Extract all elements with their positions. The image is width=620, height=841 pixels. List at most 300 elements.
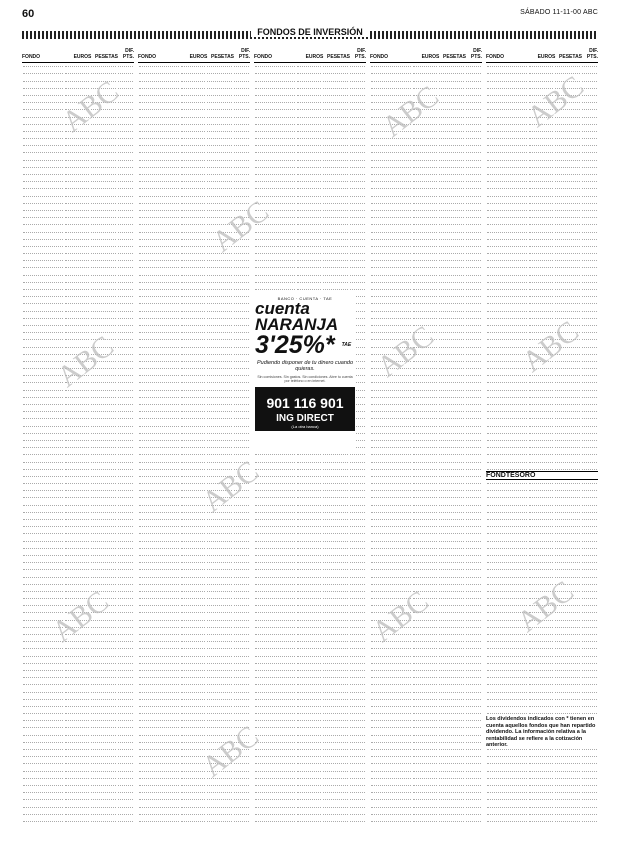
- table-row: [370, 142, 482, 149]
- table-row: [254, 760, 366, 767]
- table-row: [138, 667, 250, 674]
- table-row: [486, 379, 598, 386]
- table-row: [254, 171, 366, 178]
- table-row: [22, 300, 134, 307]
- table-row: [254, 135, 366, 142]
- table-row: [254, 178, 366, 185]
- table-row: [370, 566, 482, 573]
- table-row: [370, 645, 482, 652]
- table-row: [138, 466, 250, 473]
- table-row: [22, 739, 134, 746]
- table-row: [370, 128, 482, 135]
- table-row: [138, 545, 250, 552]
- advertisement: [255, 296, 355, 454]
- table-row: [138, 315, 250, 322]
- fondtesoro-heading: FONDTESORO: [486, 471, 598, 480]
- table-row: [22, 775, 134, 782]
- table-row: [138, 156, 250, 163]
- table-row: [486, 581, 598, 588]
- table-row: [254, 85, 366, 92]
- table-row: [138, 789, 250, 796]
- table-row: [254, 106, 366, 113]
- table-row: [138, 631, 250, 638]
- table-row: [486, 286, 598, 293]
- table-row: [370, 616, 482, 623]
- table-row: [22, 77, 134, 84]
- table-row: [486, 372, 598, 379]
- table-row: [138, 264, 250, 271]
- section-title: FONDOS DE INVERSIÓN: [0, 27, 620, 37]
- table-row: [22, 494, 134, 501]
- table-row: [138, 200, 250, 207]
- table-row: [138, 767, 250, 774]
- table-row: [138, 171, 250, 178]
- table-row: [22, 422, 134, 429]
- table-row: [486, 422, 598, 429]
- table-row: [370, 775, 482, 782]
- page-number: 60: [22, 8, 35, 20]
- table-row: [486, 228, 598, 235]
- table-row: [22, 473, 134, 480]
- table-row: [254, 121, 366, 128]
- table-row: [254, 142, 366, 149]
- table-row: [138, 710, 250, 717]
- table-row: [254, 458, 366, 465]
- table-row: [370, 624, 482, 631]
- table-row: [486, 243, 598, 250]
- table-row: [138, 753, 250, 760]
- watermark-logo: ABC: [46, 584, 115, 649]
- table-row: [138, 595, 250, 602]
- table-row: [254, 207, 366, 214]
- table-row: [138, 214, 250, 221]
- table-row: [22, 523, 134, 530]
- ad-rate: 3'25%* TAE: [255, 331, 352, 359]
- table-row: [22, 581, 134, 588]
- table-row: [254, 717, 366, 724]
- table-row: [486, 667, 598, 674]
- table-row: [138, 516, 250, 523]
- table-row: [254, 818, 366, 825]
- table-row: [486, 616, 598, 623]
- table-row: [22, 185, 134, 192]
- table-row: [486, 638, 598, 645]
- table-row: [486, 271, 598, 278]
- table-row: [138, 372, 250, 379]
- table-row: [486, 164, 598, 171]
- table-row: [22, 660, 134, 667]
- table-row: [22, 796, 134, 803]
- dateline: SÁBADO 11-11-00 ABC: [520, 9, 598, 16]
- table-row: [22, 322, 134, 329]
- table-row: [486, 200, 598, 207]
- table-row: [254, 214, 366, 221]
- table-row: [370, 724, 482, 731]
- table-row: [370, 422, 482, 429]
- table-row: [254, 516, 366, 523]
- table-row: [486, 85, 598, 92]
- table-row: [138, 660, 250, 667]
- table-row: [254, 638, 366, 645]
- table-row: [22, 696, 134, 703]
- table-row: [486, 336, 598, 343]
- table-row: [486, 214, 598, 221]
- table-row: [22, 286, 134, 293]
- table-row: [370, 192, 482, 199]
- table-row: [370, 688, 482, 695]
- table-row: [254, 803, 366, 810]
- table-row: [22, 753, 134, 760]
- table-row: [370, 609, 482, 616]
- table-row: [22, 458, 134, 465]
- table-row: [370, 415, 482, 422]
- table-row: [22, 192, 134, 199]
- table-row: [138, 379, 250, 386]
- table-row: [254, 624, 366, 631]
- table-row: [138, 343, 250, 350]
- table-row: [486, 767, 598, 774]
- table-row: [138, 696, 250, 703]
- fund-column-1: [22, 44, 134, 834]
- table-row: [22, 789, 134, 796]
- table-row: [138, 681, 250, 688]
- table-row: [138, 121, 250, 128]
- table-row: [370, 408, 482, 415]
- column-header: FONDO EUROS PESETAS DIF. PTS.: [486, 44, 598, 63]
- table-row: [254, 487, 366, 494]
- table-row: [370, 760, 482, 767]
- table-row: [370, 300, 482, 307]
- table-row: [254, 113, 366, 120]
- table-row: [370, 315, 482, 322]
- table-row: [370, 243, 482, 250]
- table-row: [22, 142, 134, 149]
- table-row: [138, 796, 250, 803]
- table-row: [138, 149, 250, 156]
- table-row: [486, 789, 598, 796]
- table-row: [22, 631, 134, 638]
- table-row: [22, 358, 134, 365]
- table-row: [370, 92, 482, 99]
- table-row: [370, 674, 482, 681]
- table-row: [22, 379, 134, 386]
- table-row: [370, 293, 482, 300]
- table-row: [22, 279, 134, 286]
- ad-headline-2: NARANJA: [255, 315, 339, 334]
- table-row: [370, 171, 482, 178]
- table-row: [138, 731, 250, 738]
- table-row: [138, 674, 250, 681]
- table-row: [22, 811, 134, 818]
- table-row: [254, 731, 366, 738]
- watermark-logo: ABC: [511, 574, 580, 639]
- table-row: [138, 92, 250, 99]
- table-row: [254, 164, 366, 171]
- table-row: [486, 135, 598, 142]
- table-row: [22, 782, 134, 789]
- watermark-logo: ABC: [371, 319, 440, 384]
- table-row: [486, 279, 598, 286]
- table-row: [370, 113, 482, 120]
- table-row: [22, 767, 134, 774]
- table-row: [254, 264, 366, 271]
- table-row: [486, 322, 598, 329]
- page-header: [22, 8, 598, 22]
- table-row: [370, 430, 482, 437]
- table-row: [22, 509, 134, 516]
- table-row: [486, 128, 598, 135]
- table-row: [486, 588, 598, 595]
- table-row: [254, 660, 366, 667]
- table-row: [254, 703, 366, 710]
- table-row: [22, 537, 134, 544]
- table-row: [486, 394, 598, 401]
- table-row: [254, 566, 366, 573]
- table-row: [22, 401, 134, 408]
- table-row: [254, 523, 366, 530]
- table-row: [486, 408, 598, 415]
- column-header: FONDO EUROS PESETAS DIF. PTS.: [22, 44, 134, 63]
- table-row: [138, 581, 250, 588]
- column-header: FONDO EUROS PESETAS DIF. PTS.: [254, 44, 366, 63]
- table-row: [370, 631, 482, 638]
- table-row: [138, 487, 250, 494]
- table-row: [22, 372, 134, 379]
- table-row: [138, 300, 250, 307]
- table-row: [254, 92, 366, 99]
- table-row: [370, 149, 482, 156]
- table-row: [254, 559, 366, 566]
- table-row: [370, 99, 482, 106]
- table-row: [486, 660, 598, 667]
- table-row: [254, 595, 366, 602]
- table-row: [22, 365, 134, 372]
- table-row: [254, 70, 366, 77]
- table-row: [486, 652, 598, 659]
- table-row: [486, 523, 598, 530]
- table-row: [138, 480, 250, 487]
- table-row: [370, 753, 482, 760]
- table-row: [486, 811, 598, 818]
- table-row: [138, 444, 250, 451]
- table-row: [138, 609, 250, 616]
- table-row: [486, 609, 598, 616]
- table-row: [370, 236, 482, 243]
- table-row: [486, 818, 598, 825]
- table-row: [22, 552, 134, 559]
- table-row: [138, 552, 250, 559]
- table-row: [22, 307, 134, 314]
- table-row: [22, 595, 134, 602]
- table-row: [370, 602, 482, 609]
- table-row: [486, 156, 598, 163]
- table-row: [138, 185, 250, 192]
- table-row: [138, 207, 250, 214]
- table-row: [486, 775, 598, 782]
- table-row: [486, 509, 598, 516]
- table-row: [486, 501, 598, 508]
- table-row: [370, 286, 482, 293]
- table-row: [370, 221, 482, 228]
- table-row: [22, 609, 134, 616]
- table-row: [486, 329, 598, 336]
- table-row: [370, 537, 482, 544]
- watermark-logo: ABC: [206, 194, 275, 259]
- table-row: [138, 351, 250, 358]
- table-row: [370, 444, 482, 451]
- table-row: [22, 710, 134, 717]
- fund-rows: [486, 63, 598, 825]
- table-row: [254, 581, 366, 588]
- table-row: [254, 645, 366, 652]
- table-row: [22, 566, 134, 573]
- table-row: [370, 782, 482, 789]
- table-row: [22, 171, 134, 178]
- table-row: [22, 746, 134, 753]
- table-row: [254, 156, 366, 163]
- table-row: [254, 149, 366, 156]
- table-row: [370, 200, 482, 207]
- table-row: [138, 128, 250, 135]
- table-row: [370, 818, 482, 825]
- table-row: [370, 250, 482, 257]
- table-row: [254, 236, 366, 243]
- table-row: [22, 602, 134, 609]
- table-row: [370, 803, 482, 810]
- table-row: [254, 200, 366, 207]
- table-row: [22, 99, 134, 106]
- table-row: [370, 401, 482, 408]
- table-row: [22, 329, 134, 336]
- table-row: [138, 501, 250, 508]
- table-row: [254, 466, 366, 473]
- table-row: [138, 386, 250, 393]
- table-row: [254, 588, 366, 595]
- table-row: [486, 307, 598, 314]
- table-row: [370, 135, 482, 142]
- table-row: [370, 228, 482, 235]
- table-row: [138, 782, 250, 789]
- table-row: [370, 667, 482, 674]
- table-row: [138, 70, 250, 77]
- watermark-logo: ABC: [366, 584, 435, 649]
- table-row: [22, 121, 134, 128]
- table-row: [486, 171, 598, 178]
- table-row: [22, 236, 134, 243]
- table-row: [138, 307, 250, 314]
- table-row: [22, 207, 134, 214]
- table-row: [370, 257, 482, 264]
- table-row: [22, 681, 134, 688]
- table-row: [370, 559, 482, 566]
- table-row: [138, 365, 250, 372]
- table-row: [370, 530, 482, 537]
- table-row: [486, 351, 598, 358]
- table-row: [254, 789, 366, 796]
- table-row: [138, 760, 250, 767]
- table-row: [22, 271, 134, 278]
- fund-column-2: [138, 44, 250, 834]
- table-row: [486, 207, 598, 214]
- table-row: [22, 336, 134, 343]
- table-row: [486, 358, 598, 365]
- table-row: [486, 696, 598, 703]
- table-row: [22, 652, 134, 659]
- table-row: [22, 221, 134, 228]
- table-row: [138, 401, 250, 408]
- ad-brand-logo: ING DIRECT (La otra banca): [255, 413, 355, 431]
- table-row: [370, 451, 482, 458]
- table-row: [254, 609, 366, 616]
- table-row: [22, 667, 134, 674]
- table-row: [370, 703, 482, 710]
- table-row: [254, 537, 366, 544]
- table-row: [138, 645, 250, 652]
- watermark-logo: ABC: [196, 719, 265, 784]
- table-row: [254, 509, 366, 516]
- table-row: [254, 688, 366, 695]
- table-row: [138, 164, 250, 171]
- table-row: [370, 437, 482, 444]
- table-row: [138, 279, 250, 286]
- table-row: [370, 767, 482, 774]
- table-row: [486, 343, 598, 350]
- table-row: [486, 121, 598, 128]
- table-row: [254, 279, 366, 286]
- ad-headline-1: cuenta: [255, 299, 310, 318]
- table-row: [370, 487, 482, 494]
- table-row: [22, 724, 134, 731]
- table-row: [370, 85, 482, 92]
- table-row: [138, 494, 250, 501]
- table-row: [138, 358, 250, 365]
- table-row: [138, 85, 250, 92]
- table-row: [22, 803, 134, 810]
- table-row: [138, 336, 250, 343]
- table-row: [138, 458, 250, 465]
- table-row: [370, 796, 482, 803]
- table-row: [370, 63, 482, 70]
- fund-column-4: [370, 44, 482, 834]
- table-row: [138, 430, 250, 437]
- table-row: [138, 588, 250, 595]
- table-row: [486, 365, 598, 372]
- table-row: [22, 645, 134, 652]
- table-row: [254, 99, 366, 106]
- table-row: [370, 178, 482, 185]
- table-row: [138, 739, 250, 746]
- table-row: [486, 401, 598, 408]
- table-row: [254, 473, 366, 480]
- table-row: [22, 85, 134, 92]
- table-row: [254, 271, 366, 278]
- table-row: [22, 351, 134, 358]
- table-row: [370, 523, 482, 530]
- table-row: [486, 451, 598, 458]
- table-row: [138, 616, 250, 623]
- table-row: [22, 250, 134, 257]
- table-row: [370, 214, 482, 221]
- table-row: [486, 70, 598, 77]
- table-row: [370, 494, 482, 501]
- table-row: [138, 451, 250, 458]
- table-row: [138, 228, 250, 235]
- table-row: [138, 329, 250, 336]
- watermark-logo: ABC: [521, 69, 590, 134]
- table-row: [370, 789, 482, 796]
- table-row: [486, 537, 598, 544]
- watermark-logo: ABC: [516, 314, 585, 379]
